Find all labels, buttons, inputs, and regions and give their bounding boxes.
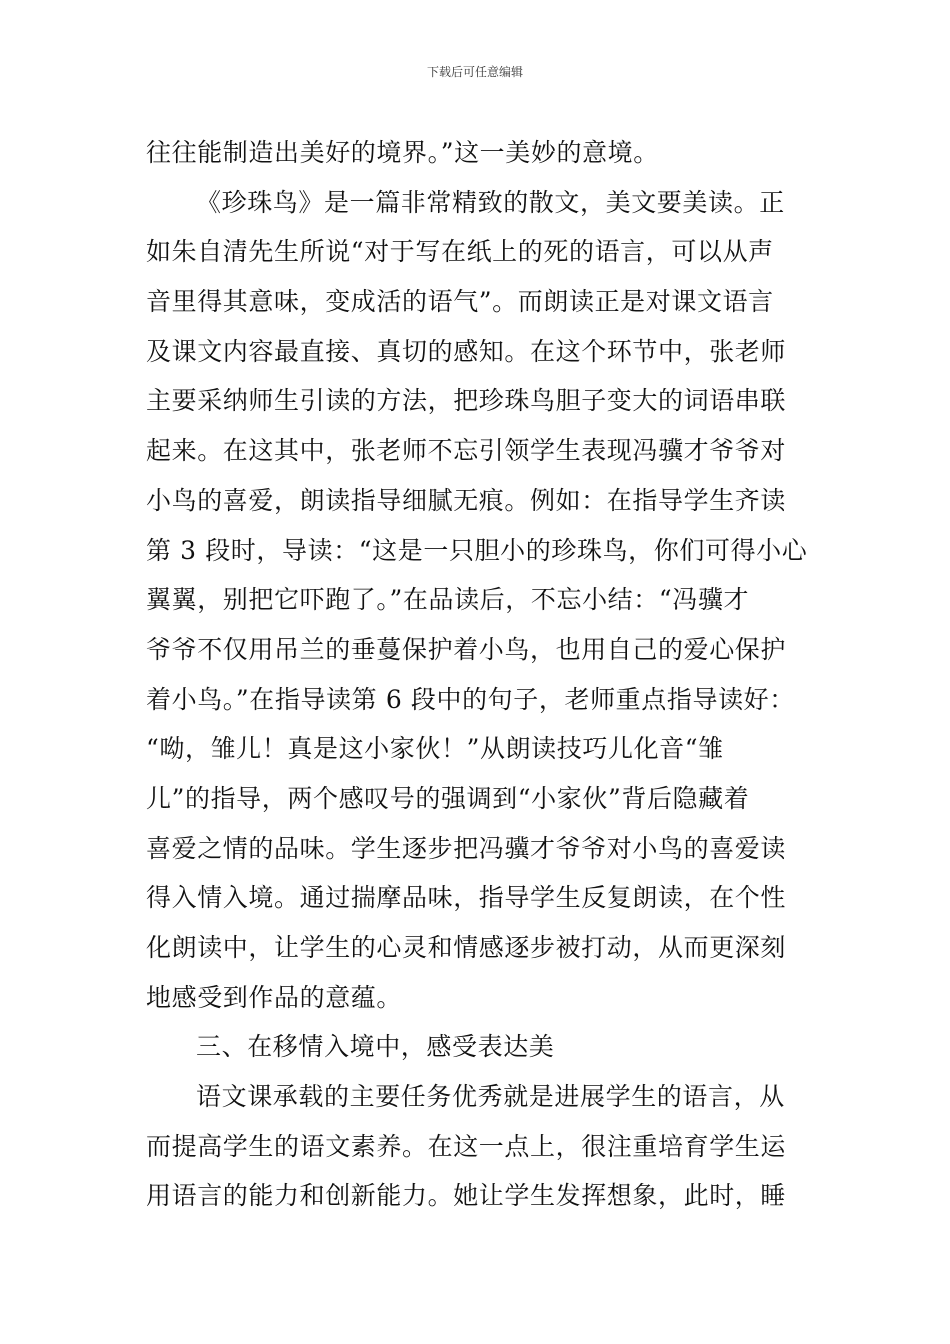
paragraph-first-line: 《珍珠鸟》是一篇非常精致的散文，美文要美读。正: [196, 187, 785, 217]
body-text: [146, 128, 808, 1221]
text-line: 音里得其意味，变成活的语气”。而朗读正是对课文语言: [146, 287, 774, 317]
text-line: 化朗读中，让学生的心灵和情感逐步被打动，从而更深刻: [146, 933, 787, 962]
text-line: 而提高学生的语文素养。在这一点上，很注重培育学生运: [146, 1131, 787, 1161]
text-line: 得入情入境。通过揣摩品味，指导学生反复朗读，在个性: [146, 883, 787, 913]
text-line: 爷爷不仅用吊兰的垂蔓保护着小鸟，也用自己的爱心保护: [146, 634, 787, 664]
text-line: “呦，雏儿！真是这小家伙！”从朗读技巧儿化音“雏: [146, 734, 724, 764]
text-line: 着小鸟。”在指导读第 6 段中的句子，老师重点指导读好：: [146, 684, 795, 714]
section-heading: 三、在移情入境中，感受表达美: [196, 1032, 555, 1062]
text-line: 往往能制造出美好的境界。”这一美妙的意境。: [146, 138, 659, 167]
page-header: 下载后可任意编辑: [426, 65, 523, 79]
text-line: 主要采纳师生引读的方法，把珍珠鸟胆子变大的词语串联: [146, 386, 787, 416]
text-line: 及课文内容最直接、真切的感知。在这个环节中，张老师: [146, 336, 787, 366]
paragraph-first-line: 语文课承载的主要任务优秀就是进展学生的语言，从: [196, 1082, 785, 1112]
text-line: 喜爱之情的品味。学生逐步把冯骥才爷爷对小鸟的喜爱读: [146, 833, 787, 863]
text-line: 地感受到作品的意蕴。: [146, 982, 403, 1012]
text-line: 起来。在这其中，张老师不忘引领学生表现冯骥才爷爷对: [146, 436, 787, 466]
text-line: 小鸟的喜爱，朗读指导细腻无痕。例如：在指导学生齐读: [146, 485, 787, 515]
text-line: 翼翼，别把它吓跑了。”在品读后，不忘小结：“冯骥才: [146, 585, 750, 615]
text-line: 第 3 段时，导读：“这是一只胆小的珍珠鸟，你们可得小心: [146, 535, 808, 565]
text-line: 用语言的能力和创新能力。她让学生发挥想象，此时，睡: [146, 1181, 787, 1211]
text-line: 如朱自清先生所说“对于写在纸上的死的语言，可以从声: [146, 237, 774, 267]
text-line: 儿”的指导，两个感叹号的强调到“小家伙”背后隐藏着: [146, 783, 750, 813]
